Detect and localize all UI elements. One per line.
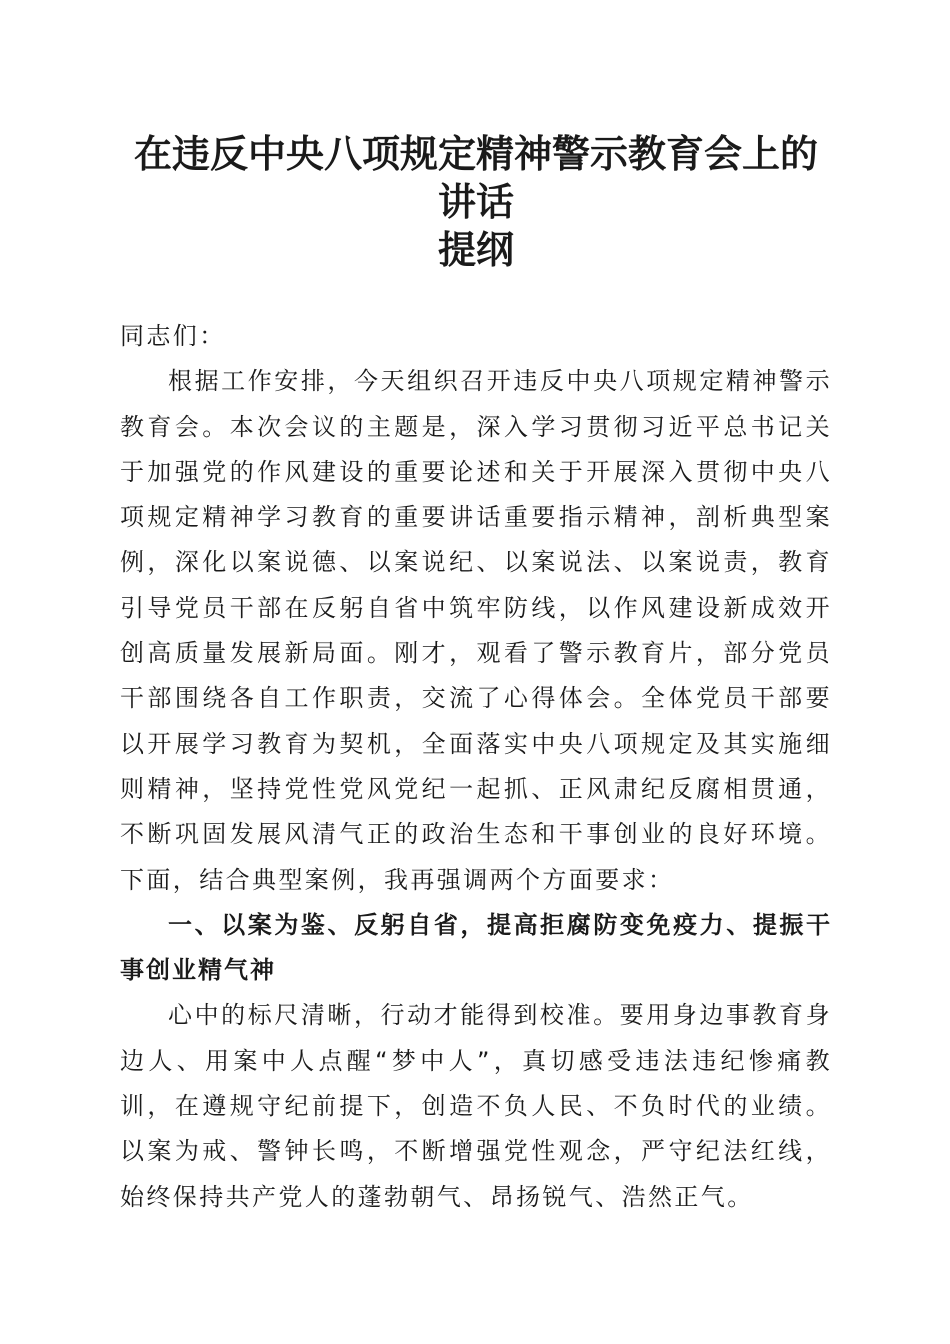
salutation: 同志们： <box>120 322 226 350</box>
paragraph-intro: 根据工作安排，今天组织召开违反中央八项规定精神警示教育会。本次会议的主题是，深入学习贯彻习近平总书记关于加强党的作风建设的重要论述和关于开展深入贯彻中央八项规定精神学习教育的重要讲话重要指示精神，剖析典型案例，深化以案说德、以案说纪、以案说法、以案说责，教育引导党员干部在反躬自省中筑牢防线，以作风建设新成效开创高质量发展新局面。刚才，观看了警示教育片，部分党员干部围绕各自工作职责，交流了心得体会。全体党员干部要以开展学习教育为契机，全面落实中央八项规定及其实施细则精神，坚持党性党风党纪一起抓、正风肃纪反腐相贯通，不断巩固发展风清气正的政治生态和干事创业的良好环境。下面，结合典型案例，我再强调两个方面要求： <box>120 367 832 894</box>
title-line-2: 提纲 <box>437 227 514 272</box>
paragraph-section-1: 心中的标尺清晰，行动才能得到校准。要用身边事教育身边人、用案中人点醒“梦中人”，真切感受违法违纪惨痛教训，在遵规守纪前提下，创造不负人民、不负时代的业绩。以案为戒、警钟长鸣，不断增强党性观念，严守纪法红线，始终保持共产党人的蓬勃朝气、昂扬锐气、浩然正气。 <box>120 1001 832 1211</box>
section-heading-1: 一、以案为鉴、反躬自省，提高拒腐防变免疫力、提振干事创业精气神 <box>120 910 832 985</box>
title-line-1: 在违反中央八项规定精神警示教育会上的讲话 <box>133 131 818 224</box>
document-page <box>120 130 832 1220</box>
document-title <box>120 130 832 274</box>
